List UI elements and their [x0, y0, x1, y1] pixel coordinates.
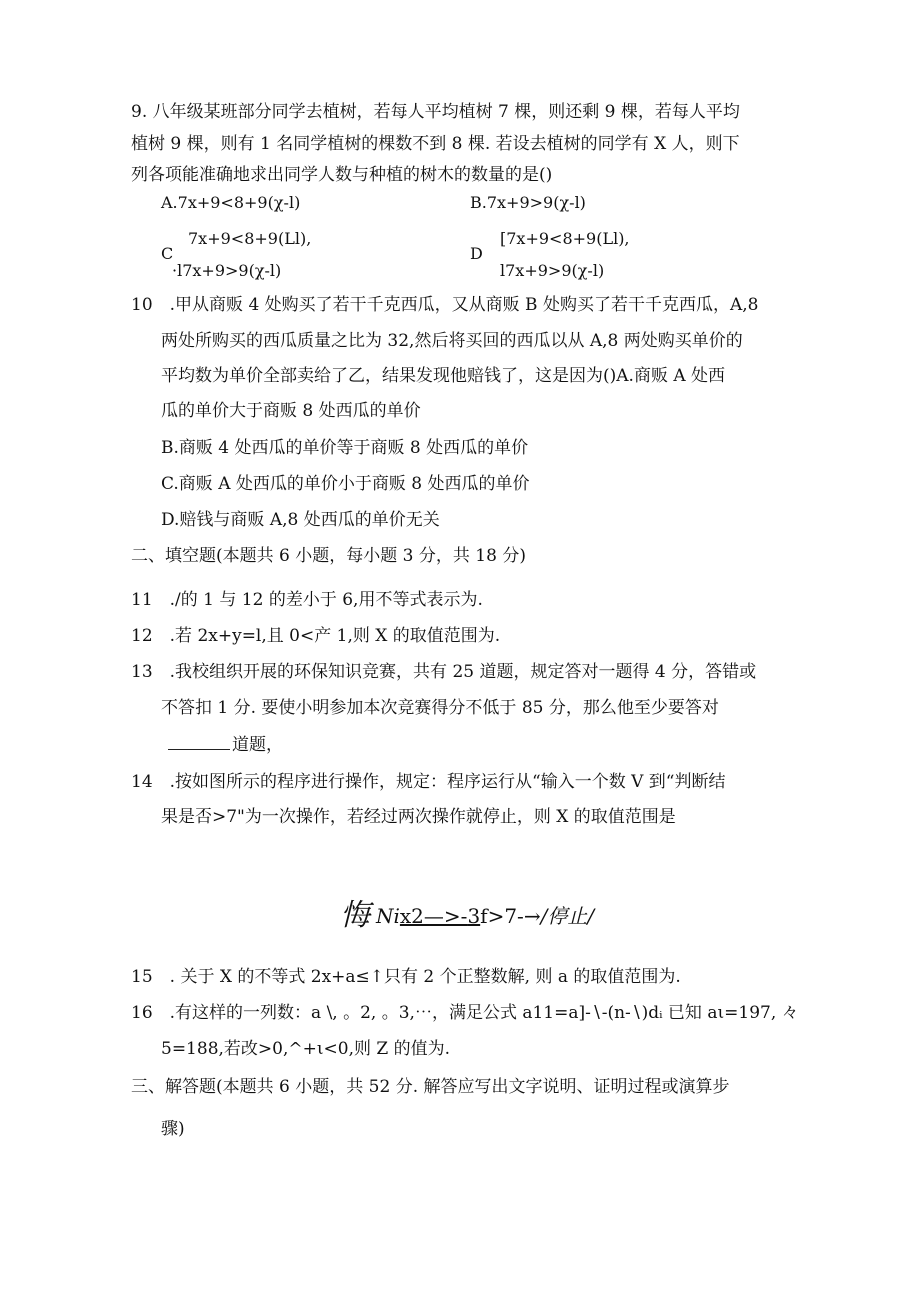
flow-part-4: f>7-→	[480, 904, 541, 928]
q9-option-c-line-2: ·l7x+9>9(χ-l)	[172, 261, 282, 280]
q10-line-1: 10 .甲从商贩 4 处购买了若干千克西瓜，又从商贩 B 处购买了若干千克西瓜，A,8	[131, 295, 759, 315]
q9-option-c-label: C	[161, 244, 174, 263]
q9-option-a: A.7x+9<8+9(χ-l)	[161, 193, 301, 212]
flow-part-1: Ni	[376, 904, 400, 928]
q11: 11 ./的 1 与 12 的差小于 6,用不等式表示为.	[131, 590, 483, 610]
q10-option-d: D.赔钱与商贩 A,8 处西瓜的单价无关	[161, 510, 440, 530]
q9-option-c-line-1: 7x+9<8+9(Ll),	[188, 229, 312, 248]
q10-option-b: B.商贩 4 处西瓜的单价等于商贩 8 处西瓜的单价	[161, 438, 529, 458]
q10-line-4: 瓜的单价大于商贩 8 处西瓜的单价	[161, 401, 421, 421]
q12: 12 .若 2x+y=l,且 0<产 1,则 X 的取值范围为.	[131, 626, 501, 646]
answer-blank	[168, 733, 230, 750]
section-3-heading-line-1: 三、解答题(本题共 6 小题，共 52 分. 解答应写出文字说明、证明过程或演算步	[131, 1077, 730, 1097]
q9-line-2: 植树 9 棵，则有 1 名同学植树的棵数不到 8 棵. 若设去植树的同学有 X 人，则下	[131, 134, 740, 154]
q9-line-3: 列各项能准确地求出同学人数与种植的树木的数量的是()	[131, 165, 553, 185]
q9-line-1: 9. 八年级某班部分同学去植树，若每人平均植树 7 棵，则还剩 9 棵，若每人平均	[131, 102, 740, 122]
flow-part-2: x2—>-	[399, 904, 468, 928]
flow-input-glyph: 悔	[340, 898, 370, 933]
q10-option-c: C.商贩 A 处西瓜的单价小于商贩 8 处西瓜的单价	[161, 474, 530, 494]
q9-option-d-line-1: [7x+9<8+9(Ll),	[500, 229, 630, 248]
flow-stop: /停止/	[540, 904, 595, 928]
q9-option-d-line-2: l7x+9>9(χ-l)	[500, 261, 605, 280]
q9-option-d-label: D	[470, 244, 483, 263]
q13-line-3-text: 道题，	[232, 735, 283, 755]
section-3-heading-line-2: 骤)	[161, 1119, 185, 1139]
q9-option-b: B.7x+9>9(χ-l)	[470, 193, 586, 212]
program-flowchart	[340, 898, 595, 933]
q14-line-1: 14 .按如图所示的程序进行操作，规定：程序运行从“输入一个数 V 到“判断结	[131, 772, 726, 792]
q13-line-1: 13 .我校组织开展的环保知识竞赛，共有 25 道题，规定答对一题得 4 分，答错或	[131, 662, 757, 682]
section-2-heading: 二、填空题(本题共 6 小题，每小题 3 分，共 18 分)	[131, 546, 526, 566]
q10-line-2: 两处所购买的西瓜质量之比为 32,然后将买回的西瓜以从 A,8 两处购买单价的	[161, 331, 743, 351]
q14-line-2: 果是否>7"为一次操作，若经过两次操作就停止，则 X 的取值范围是	[161, 807, 676, 827]
q10-line-3: 平均数为单价全部卖给了乙，结果发现他赔钱了，这是因为()A.商贩 A 处西	[161, 366, 726, 386]
q16-line-1: 16 .有这样的一列数：a \, 。2, 。3,⋯，满足公式 a11=a]-∖-(n-∖)dᵢ 已知 aι=197, 々	[131, 1003, 799, 1023]
q15: 15 . 关于 X 的不等式 2x+a≤↑只有 2 个正整数解, 则 a 的取值范围为.	[131, 967, 681, 987]
flow-part-3: 3	[467, 904, 481, 928]
q13-line-2: 不答扣 1 分. 要使小明参加本次竞赛得分不低于 85 分，那么他至少要答对	[161, 698, 719, 718]
q13-line-3	[168, 733, 283, 756]
q16-line-2: 5=188,若改>0,^+ι<0,则 Z 的值为.	[161, 1039, 451, 1059]
